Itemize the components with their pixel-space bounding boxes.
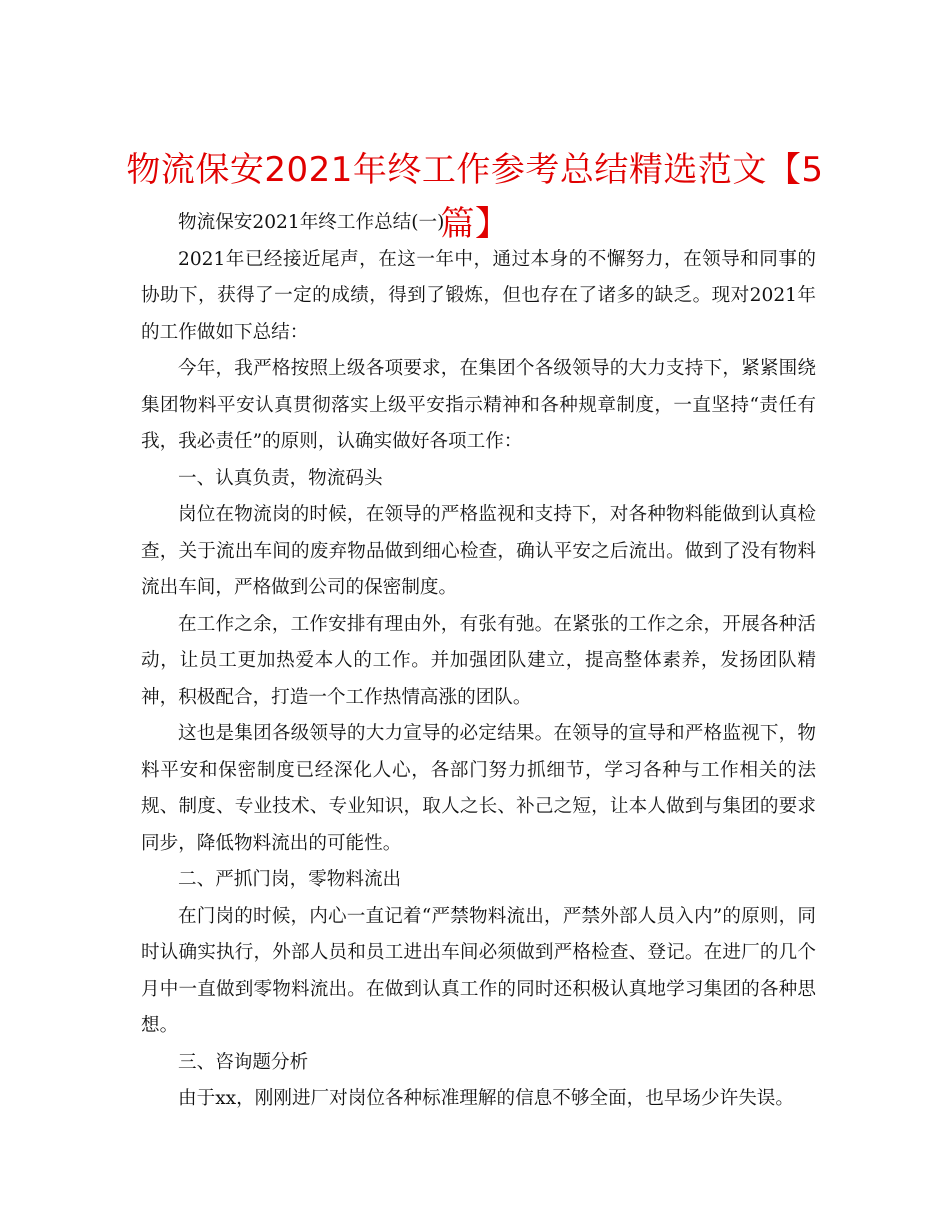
section-heading: 一、认真负责，物流码头 (178, 467, 383, 489)
paragraph: 在工作之余，工作安排有理由外，有张有弛。在紧张的工作之余，开展各种活动，让员工更加热爱本人的工作。并加强团队建立，提高整体素养，发扬团队精神，积极配合，打造一个工作热情高涨的团队。 (141, 613, 816, 708)
paragraph: 2021年已经接近尾声，在这一年中，通过本身的不懈努力，在领导和同事的协助下，获得了一定的成绩，得到了锻炼，但也存在了诸多的缺乏。现对2021年的工作做如下总结： (141, 248, 816, 343)
paragraph: 今年，我严格按照上级各项要求，在集团个各级领导的大力支持下，紧紧围绕集团物料平安认真贯彻落实上级平安指示精神和各种规章制度，一直坚持“责任有我，我必责任”的原则，认确实做好各项工作： (141, 358, 816, 452)
paragraph: 在门岗的时候，内心一直记着“严禁物料流出，严禁外部人员入内”的原则，同时认确实执行，外部人员和员工进出车间必须做到严格检查、登记。在进厂的几个月中一直做到零物料流出。在做到认真工作的同时还积极认真地学习集团的各种思想。 (141, 905, 816, 1036)
paragraph: 岗位在物流岗的时候，在领导的严格监视和支持下，对各种物料能做到认真检查，关于流出车间的废弃物品做到细心检查，确认平安之后流出。做到了没有物料流出车间，严格做到公司的保密制度。 (141, 504, 816, 598)
section-heading: 二、严抓门岗，零物料流出 (178, 869, 402, 890)
document-body (141, 205, 816, 1118)
section-heading: 物流保安2021年终工作总结(一) (178, 212, 445, 233)
document-title: 物流保安2021年终工作参考总结精选范文【5篇】 (126, 149, 824, 244)
paragraph: 由于xx，刚刚进厂对岗位各种标准理解的信息不够全面，也早场少许失误。 (178, 1088, 794, 1109)
paragraph: 这也是集团各级领导的大力宣导的必定结果。在领导的宣导和严格监视下，物料平安和保密制度已经深化人心，各部门努力抓细节，学习各种与工作相关的法规、制度、专业技术、专业知识，取人之长、补己之短，让本人做到与集团的要求同步，降低物料流出的可能性。 (141, 723, 816, 854)
section-heading: 三、咨询题分析 (178, 1051, 309, 1073)
